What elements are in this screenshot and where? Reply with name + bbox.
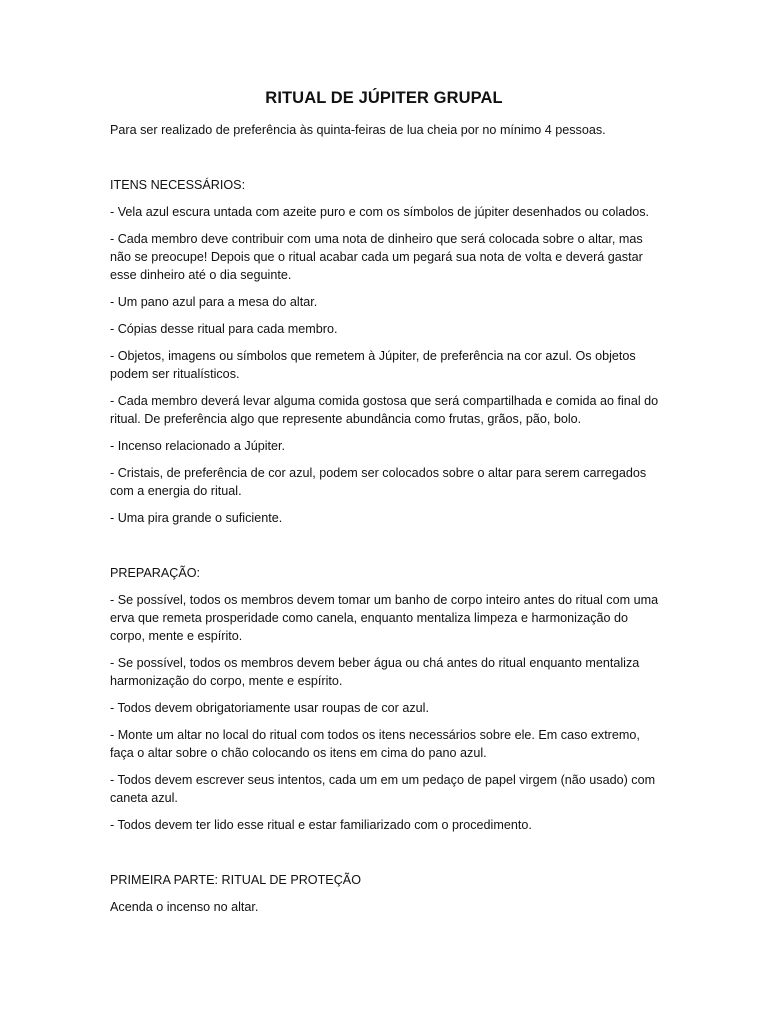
list-item: - Incenso relacionado a Júpiter. — [110, 439, 286, 453]
list-item: - Uma pira grande o suficiente. — [110, 511, 283, 525]
document-title: RITUAL DE JÚPITER GRUPAL — [265, 89, 503, 107]
list-item: - Cada membro deve contribuir com uma nota de dinheiro que será colocada sobre o altar, mas não se preocupe! Depois que o ritual acabar cada um pegará sua nota de volta e deverá gastar esse dinheiro até o dia seguinte. — [110, 232, 643, 282]
list-item: - Se possível, todos os membros devem tomar um banho de corpo inteiro antes do ritual com uma erva que remeta prosperidade como canela, enquanto mentaliza limpeza e harmonização do corpo, mente e espírito. — [110, 593, 659, 643]
document-body — [110, 121, 662, 925]
section-heading-preparacao: PREPARAÇÃO: — [110, 566, 201, 580]
list-item: - Todos devem obrigatoriamente usar roupas de cor azul. — [110, 701, 429, 715]
list-item: Acenda o incenso no altar. — [110, 900, 259, 914]
list-item: - Cópias desse ritual para cada membro. — [110, 322, 338, 336]
list-item: - Todos devem escrever seus intentos, cada um em um pedaço de papel virgem (não usado) com caneta azul. — [110, 773, 656, 805]
list-item: - Monte um altar no local do ritual com todos os itens necessários sobre ele. Em caso extremo, faça o altar sobre o chão colocando os itens em cima do pano azul. — [110, 728, 640, 760]
list-item: - Se possível, todos os membros devem beber água ou chá antes do ritual enquanto mentaliza harmonização do corpo, mente e espírito. — [110, 656, 640, 688]
list-item: - Um pano azul para a mesa do altar. — [110, 295, 318, 309]
list-item: - Vela azul escura untada com azeite puro e com os símbolos de júpiter desenhados ou colados. — [110, 205, 650, 219]
list-item: - Cristais, de preferência de cor azul, podem ser colocados sobre o altar para serem carregados com a energia do ritual. — [110, 466, 647, 498]
list-item: - Todos devem ter lido esse ritual e estar familiarizado com o procedimento. — [110, 818, 532, 832]
intro-paragraph: Para ser realizado de preferência às quinta-feiras de lua cheia por no mínimo 4 pessoas. — [110, 123, 606, 137]
section-heading-primeira-parte: PRIMEIRA PARTE: RITUAL DE PROTEÇÃO — [110, 873, 361, 887]
section-heading-itens: ITENS NECESSÁRIOS: — [110, 178, 246, 192]
list-item: - Objetos, imagens ou símbolos que remetem à Júpiter, de preferência na cor azul. Os objetos podem ser ritualísticos. — [110, 349, 636, 381]
list-item: - Cada membro deverá levar alguma comida gostosa que será compartilhada e comida ao final do ritual. De preferência algo que represente abundância como frutas, grãos, pão, bolo. — [110, 394, 659, 426]
